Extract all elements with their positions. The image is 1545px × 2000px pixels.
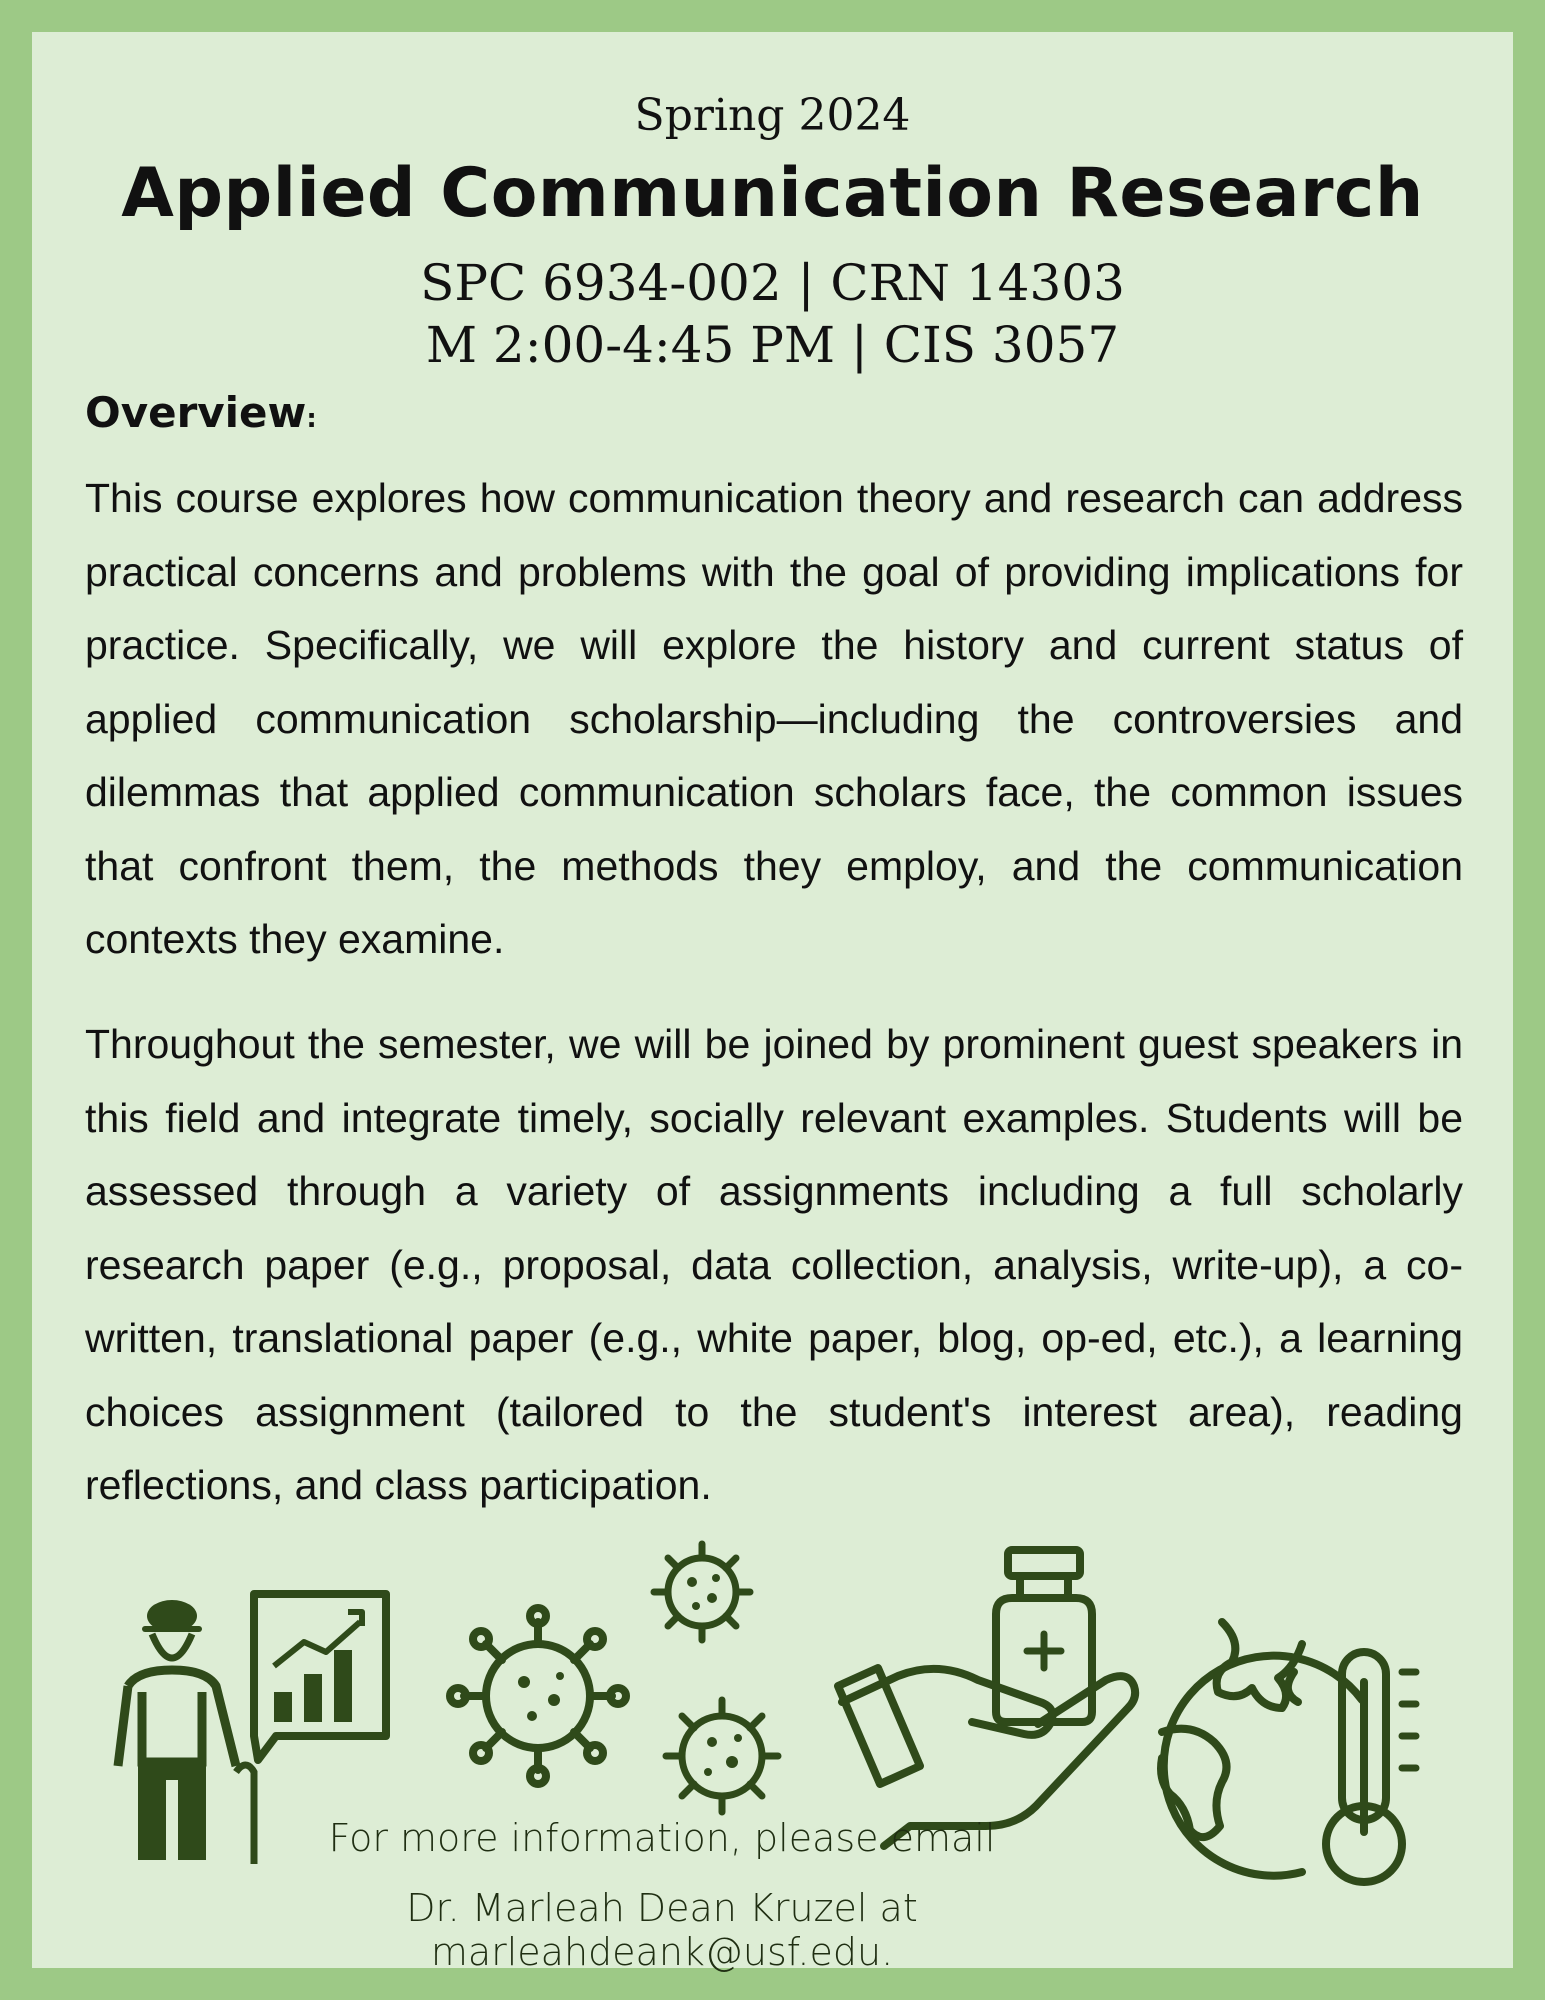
semester-label: Spring 2024 (634, 90, 911, 141)
overview-heading-colon: : (306, 404, 317, 434)
globe-thermometer-icon (1161, 1622, 1416, 1882)
course-code-line: SPC 6934-002 | CRN 14303 (420, 254, 1125, 312)
vaccine-hand-icon (838, 1550, 1135, 1846)
course-title: Applied Communication Research (121, 154, 1424, 233)
overview-heading-text: Overview (85, 388, 307, 437)
flyer (32, 32, 1513, 1974)
overview-heading (85, 388, 317, 437)
overview-paragraph-1: This course explores how communication theory and research can address practical concerns and problems with the goal of providing implications for practice. Specifically, we will explore the history and current status of applied communication scholarship—including the controversies and dilemmas that applied communication scholars face, the common issues that confront them, the methods they employ, and the communication contexts they examine. (85, 475, 1463, 962)
schedule-line: M 2:00-4:45 PM | CIS 3057 (425, 316, 1120, 374)
growth-chart-icon (254, 1594, 386, 1760)
contact-line-1: For more information, please email (328, 1816, 996, 1860)
virus-icon (450, 1544, 778, 1812)
contact-line-2: Dr. Marleah Dean Kruzel at marleahdeank@usf.edu. (406, 1886, 918, 1974)
overview-paragraph-2: Throughout the semester, we will be joined by prominent guest speakers in this field and integrate timely, socially relevant examples. Students will be assessed through a variety of assignments including a full scholarly research paper (e.g., proposal, data collection, analysis, write-up), a co-written, translational paper (e.g., white paper, blog, op-ed, etc.), a learning choices assignment (tailored to the student's interest area), reading reflections, and class participation. (85, 1021, 1463, 1508)
